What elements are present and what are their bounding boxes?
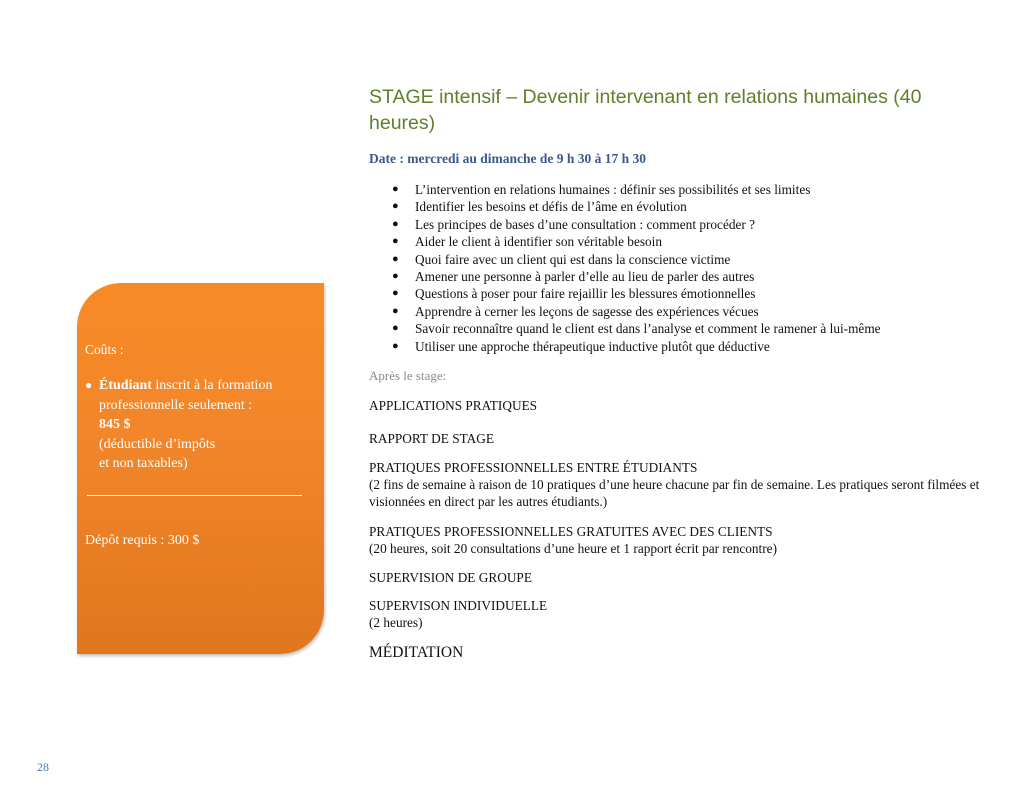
meditation-heading: MÉDITATION [369, 644, 464, 661]
list-item: ● Quoi faire avec un client qui est dans la conscience victime [392, 251, 731, 267]
student-label: Étudiant [99, 378, 152, 393]
pratiques-clients-block [369, 523, 999, 557]
costs-heading: Coûts : [85, 342, 124, 357]
supervision-indiv-heading: SUPERVISON INDIVIDUELLE [369, 598, 548, 613]
pratiques-etudiants-desc: (2 fins de semaine à raison de 10 pratiques d’une heure chacune par fin de semaine. Les pratiques seront filmées et visionnées en direct par les autres étudiants.) [369, 477, 980, 509]
page-number: 28 [37, 760, 49, 774]
list-item: ● Identifier les besoins et défis de l’âme en évolution [392, 199, 687, 215]
bullet-icon: ● [392, 287, 399, 300]
list-item: ● L’intervention en relations humaines : définir ses possibilités et ses limites [392, 182, 811, 197]
bullet-icon: ● [392, 322, 399, 335]
student-price: 845 $ [99, 417, 131, 432]
bullet-icon: ● [392, 270, 399, 283]
pratiques-etudiants-heading: PRATIQUES PROFESSIONNELLES ENTRE ÉTUDIANTS [369, 460, 698, 475]
bullet-icon: ● [392, 304, 399, 317]
supervision-groupe-heading: SUPERVISION DE GROUPE [369, 570, 532, 585]
bullet-icon: ● [392, 183, 399, 195]
list-item: ● Aider le client à identifier son véritable besoin [392, 234, 663, 250]
deposit-text: Dépôt requis : 300 $ [85, 533, 200, 548]
pratiques-etudiants-block [369, 459, 999, 510]
pratiques-clients-desc: (20 heures, soit 20 consultations d’une heure et 1 rapport écrit par rencontre) [369, 541, 777, 556]
applications-heading: APPLICATIONS PRATIQUES [369, 398, 538, 413]
supervision-indiv-desc: (2 heures) [369, 615, 423, 630]
course-date: Date : mercredi au dimanche de 9 h 30 à 17 h 30 [369, 151, 646, 166]
rapport-heading: RAPPORT DE STAGE [369, 431, 494, 446]
student-cost-item [85, 376, 321, 474]
student-desc: inscrit à la formation professionnelle seulement : [99, 378, 273, 413]
after-stage-label: Après le stage: [369, 368, 447, 383]
page-title: STAGE intensif – Devenir intervenant en relations humaines (40 heures) [369, 86, 922, 134]
tax-note-line1: (déductible d’impôts [99, 436, 216, 452]
bullet-icon: ● [392, 200, 399, 213]
supervision-indiv-block [369, 597, 999, 631]
divider [87, 495, 302, 496]
list-item: ● Amener une personne à parler d’elle au lieu de parler des autres [392, 269, 755, 285]
bullet-icon: ● [392, 339, 399, 352]
bullet-icon: ● [85, 378, 93, 392]
list-item: ● Utiliser une approche thérapeutique inductive plutôt que déductive [392, 338, 770, 354]
list-item: ● Les principes de bases d’une consultation : comment procéder ? [392, 216, 756, 232]
costs-card [77, 283, 324, 654]
bullet-icon: ● [392, 235, 399, 248]
topics-list [372, 181, 881, 355]
list-item: ● Apprendre à cerner les leçons de sagesse des expériences vécues [392, 303, 759, 319]
list-item: ● Savoir reconnaître quand le client est dans l’analyse et comment le ramener à lui-même [392, 321, 881, 337]
tax-note-line2: et non taxables) [99, 456, 188, 471]
bullet-icon: ● [392, 217, 399, 230]
pratiques-clients-heading: PRATIQUES PROFESSIONNELLES GRATUITES AVEC DES CLIENTS [369, 524, 773, 539]
list-item: ● Questions à poser pour faire rejaillir les blessures émotionnelles [392, 286, 756, 302]
bullet-icon: ● [392, 252, 399, 265]
